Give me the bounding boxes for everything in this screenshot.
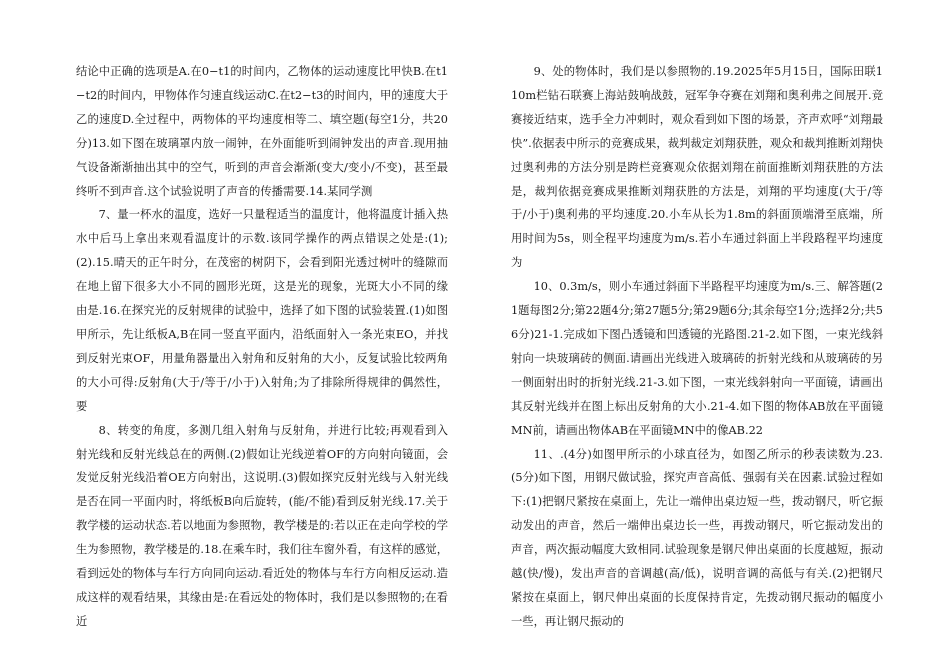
- paragraph-left-1: 结论中正确的选项是A.在0−t1的时间内，乙物体的运动速度比甲快B.在t1−t2的时间内，甲物体作匀速直线运动C.在t2−t3的时间内，甲的速度大于乙的速度D.全过程中，两物体的平均速度相等二、填空题(每空1分，共20分)13.如下图在玻璃罩内放一闹钟，在外面能听到闹钟发出的声音.现用抽气设备渐渐抽出其中的空气，听到的声音会渐渐(变大/变小/不变)，甚至最终听不到声音.这个试验说明了声音的传播需要.14.某同学测: [76, 65, 448, 198]
- paragraph-right-3: 11、.(4分)如图甲所示的小球直径为，如图乙所示的秒表读数为.23.(5分)如下图，用钢尺做试验，探究声音高低、强弱有关在因素.试验过程如下:(1)把钢尺紧按在桌面上，先让一端伸出桌边短一些，拨动钢尺，听它振动发出的声音，然后一端伸出桌边长一些，再拨动钢尺，听它振动发出的声音，两次振动幅度大致相同.试验现象是钢尺伸出桌面的长度越短，振动越(快/慢)，发出声音的音调越(高/低)，说明音调的高低与有关.(2)把钢尺紧按在桌面上，钢尺伸出桌面的长度保持肯定，先拨动钢尺振动的幅度小一些，再让钢尺振动的: [511, 447, 883, 628]
- right-column: [511, 60, 883, 634]
- paragraph-right-1: 9、处的物体时，我们是以参照物的.19.2025年5月15日，国际田联110m栏钻石联赛上海站鼓响战鼓，冠军争夺赛在刘翔和奥利弗之间展开.竞赛接近结束，选手全力冲刺时，观众看到如下图的场景，齐声欢呼“刘翔最快”.依据表中所示的竞赛成果，裁判裁定刘翔获胜，观众和裁判推断刘翔快过奥利弗的方法分别是跨栏竞赛观众依据刘翔在前面推断刘翔获胜的方法是，裁判依据竞赛成果推断刘翔获胜的方法是，刘翔的平均速度(大于/等于/小于)奥利弗的平均速度.20.小车从长为1.8m的斜面顶端滑至底端，所用时间为5s，则全程平均速度为m/s.若小车通过斜面上半段路程平均速度为: [511, 65, 883, 270]
- paragraph-left-3: 8、转变的角度，多测几组入射角与反射角，并进行比较;再观看到入射光线和反射光线总在的两侧.(2)假如让光线逆着OF的方向射向镜面，会发觉反射光线沿着OE方向射出，这说明.(3)假如探究反射光线与入射光线是否在同一平面内时，将纸板B向后旋转，(能/不能)看到反射光线.17.关于教学楼的运动状态.若以地面为参照物，教学楼是的:若以正在走向学校的学生为参照物，教学楼是的.18.在乘车时，我们往车窗外看，有这样的感觉，看到远处的物体与车行方向同向运动.看近处的物体与车行方向相反运动.造成这样的观看结果，其缘由是:在看远处的物体时，我们是以参照物的;在看近: [76, 423, 448, 628]
- paragraph-right-2: 10、0.3m/s，则小车通过斜面下半路程平均速度为m/s.三、解答题(21题每图2分;第22题4分;第27题5分;第29题6分;其余每空1分;选择2分;共56分)21-1.完成如下图凸透镜和凹透镜的光路图.21-2.如下图，一束光线斜射向一块玻璃砖的侧面.请画出光线进入玻璃砖的折射光线和从玻璃砖的另一侧面射出时的折射光线.21-3.如下图，一束光线斜射向一平面镜，请画出其反射光线并在图上标出反射角的大小.21-4.如下图的物体AB放在平面镜MN前，请画出物体AB在平面镜MN中的像AB.22: [511, 280, 883, 437]
- paragraph-left-2: 7、量一杯水的温度，选好一只量程适当的温度计，他将温度计插入热水中后马上拿出来观看温度计的示数.该同学操作的两点错误之处是:(1);(2).15.晴天的正午时分，在茂密的树阴下，会看到阳光透过树叶的缝隙而在地上留下很多大小不同的圆形光斑，这是光的现象，光斑大小不同的缘由是.16.在探究光的反射规律的试验中，选择了如下图的试验装置.(1)如图甲所示，先让纸板A,B在同一竖直平面内，沿纸面射入一条光束EO，并找到反射光束OF，用量角器量出入射角和反射角的大小，反复试验比较两角的大小可得:反射角(大于/等于/小于)入射角;为了排除所得规律的偶然性，要: [76, 208, 448, 413]
- left-column: [76, 60, 448, 634]
